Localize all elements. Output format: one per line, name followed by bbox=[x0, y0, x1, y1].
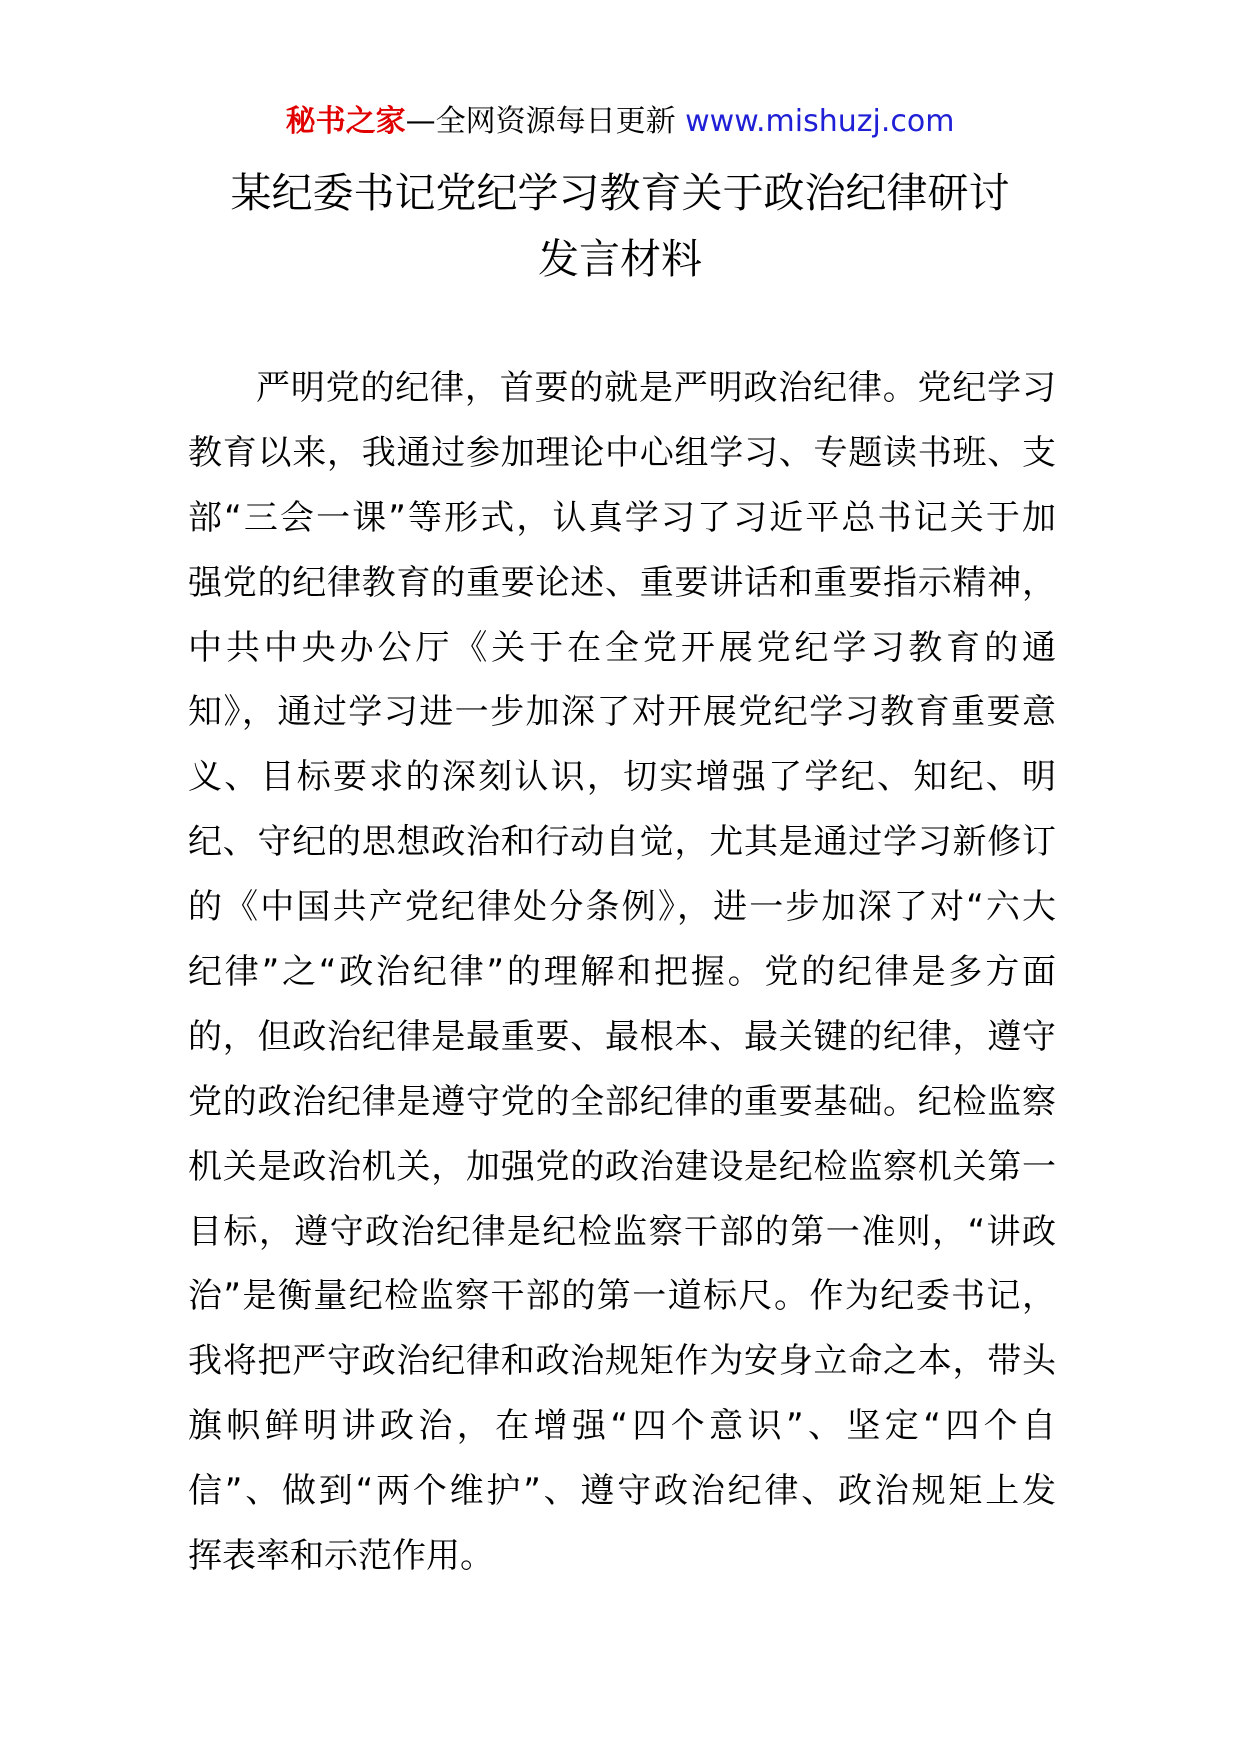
paragraph-line: 信”、做到“两个维护”、遵守政治纪律、政治规矩上发 bbox=[188, 1471, 1056, 1512]
paragraph-line: 教育以来，我通过参加理论中心组学习、专题读书班、支 bbox=[188, 432, 1056, 473]
paragraph-line: 中共中央办公厅《关于在全党开展党纪学习教育的通 bbox=[188, 627, 1056, 668]
brand-name: 秘书之家 bbox=[285, 104, 406, 139]
paragraph-line: 知》，通过学习进一步加深了对开展党纪学习教育重要意 bbox=[188, 692, 1056, 733]
body-paragraph bbox=[188, 356, 1056, 1589]
paragraph-line: 强党的纪律教育的重要论述、重要讲话和重要指示精神， bbox=[188, 562, 1056, 603]
paragraph-line: 旗帜鲜明讲政治，在增强“四个意识”、坚定“四个自 bbox=[188, 1406, 1056, 1447]
header-tagline: —全网资源每日更新 bbox=[405, 104, 676, 139]
paragraph-line: 的《中国共产党纪律处分条例》，进一步加深了对“六大 bbox=[188, 887, 1056, 928]
paragraph-line: 严明党的纪律，首要的就是严明政治纪律。党纪学习 bbox=[256, 368, 1056, 408]
paragraph-line: 我将把严守政治纪律和政治规矩作为安身立命之本，带头 bbox=[188, 1341, 1056, 1382]
paragraph-line: 目标，遵守政治纪律是纪检监察干部的第一准则，“讲政 bbox=[188, 1211, 1056, 1252]
paragraph-line: 党的政治纪律是遵守党的全部纪律的重要基础。纪检监察 bbox=[188, 1081, 1056, 1122]
title-line: 发言材料 bbox=[538, 235, 702, 283]
document-title bbox=[0, 160, 1240, 292]
paragraph-line: 义、目标要求的深刻认识，切实增强了学纪、知纪、明 bbox=[188, 757, 1056, 798]
paragraph-line: 机关是政治机关，加强党的政治建设是纪检监察机关第一 bbox=[188, 1146, 1056, 1187]
paragraph-line: 的，但政治纪律是最重要、最根本、最关键的纪律，遵守 bbox=[188, 1016, 1056, 1057]
title-line: 某纪委书记党纪学习教育关于政治纪律研讨 bbox=[230, 169, 1010, 217]
paragraph-line: 挥表率和示范作用。 bbox=[188, 1536, 494, 1577]
paragraph-line: 部“三会一课”等形式，认真学习了习近平总书记关于加 bbox=[188, 497, 1056, 538]
site-header bbox=[0, 100, 1240, 144]
paragraph-line: 纪律”之“政治纪律”的理解和把握。党的纪律是多方面 bbox=[188, 952, 1056, 993]
paragraph-line: 纪、守纪的思想政治和行动自觉，尤其是通过学习新修订 bbox=[188, 822, 1056, 863]
paragraph-line: 治”是衡量纪检监察干部的第一道标尺。作为纪委书记， bbox=[188, 1276, 1056, 1317]
site-url-link[interactable]: www.mishuzj.com bbox=[685, 104, 955, 139]
